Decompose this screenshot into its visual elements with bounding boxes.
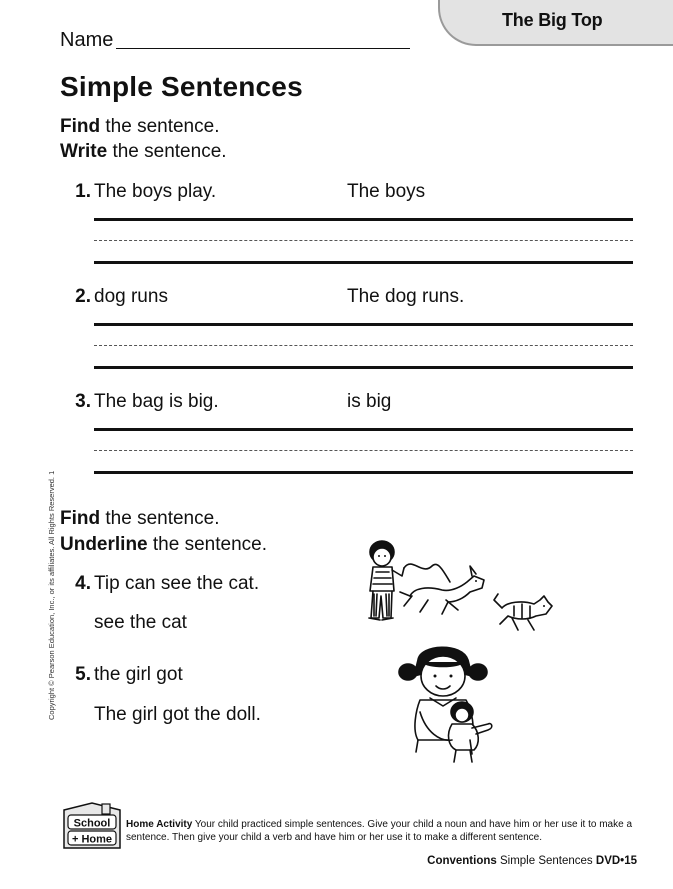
instruction-verb: Find: [60, 116, 101, 137]
footer-topic: Simple Sentences: [499, 855, 593, 867]
girl-doll-illustration: [390, 640, 505, 770]
instruction-text: the sentence.: [147, 534, 267, 555]
item-choice-b: The dog runs.: [347, 286, 465, 307]
writing-line-top[interactable]: [94, 323, 633, 326]
writing-line-mid: [94, 450, 633, 451]
instruction-verb: Underline: [60, 534, 148, 555]
instruction-find: [60, 116, 219, 138]
item-choice-b[interactable]: The girl got the doll.: [94, 704, 261, 725]
name-write-line[interactable]: [116, 48, 410, 49]
page-footer: [427, 855, 637, 867]
home-activity-label: Home Activity: [126, 819, 193, 830]
item-choice-a: dog runs: [94, 286, 168, 307]
home-activity-text: Your child practiced simple sentences. Give your child a noun and have him or her use it to make a sentence. Then give your child a verb and have him or her use it to make a different sentence.: [126, 819, 633, 843]
writing-line-top[interactable]: [94, 428, 633, 431]
item-number: 1.: [75, 181, 91, 202]
item-choice-b: The boys: [347, 181, 426, 202]
writing-line-base[interactable]: [94, 471, 633, 474]
instruction-text: the sentence.: [100, 508, 220, 529]
instruction-write: [60, 141, 227, 163]
item-number: 4.: [75, 573, 91, 594]
home-activity-note: [126, 818, 636, 844]
footer-category: Conventions: [427, 855, 497, 867]
item-choice-b[interactable]: see the cat: [94, 612, 187, 633]
writing-line-top[interactable]: [94, 218, 633, 221]
item-choice-a[interactable]: Tip can see the cat.: [94, 573, 260, 594]
copyright-notice: Copyright © Pearson Education, Inc., or its affiliates. All Rights Reserved. 1: [47, 470, 56, 720]
logo-text-school: School: [73, 817, 111, 830]
instruction-text: the sentence.: [107, 141, 227, 162]
instruction-underline: [60, 534, 267, 556]
item-number: 5.: [75, 664, 91, 685]
instruction-verb: Write: [60, 141, 108, 162]
item-number: 3.: [75, 391, 91, 412]
item-choice-a: The boys play.: [94, 181, 217, 202]
tab-label: The Big Top: [502, 10, 603, 30]
footer-page-number: DVD•15: [595, 855, 637, 867]
instruction-find: [60, 508, 219, 530]
logo-text-home: + Home: [71, 833, 113, 846]
page-title: Simple Sentences: [60, 71, 303, 102]
name-label: Name: [60, 29, 114, 51]
writing-line-mid: [94, 240, 633, 241]
writing-line-base[interactable]: [94, 366, 633, 369]
instruction-verb: Find: [60, 508, 101, 529]
writing-line-base[interactable]: [94, 261, 633, 264]
boy-dog-cat-illustration: [352, 536, 557, 636]
item-choice-a: The bag is big.: [94, 391, 219, 412]
writing-line-mid: [94, 345, 633, 346]
item-choice-a[interactable]: the girl got: [94, 664, 183, 685]
instruction-text: the sentence.: [100, 116, 220, 137]
item-choice-b: is big: [347, 391, 392, 412]
item-number: 2.: [75, 286, 91, 307]
school-home-logo: [60, 802, 124, 852]
